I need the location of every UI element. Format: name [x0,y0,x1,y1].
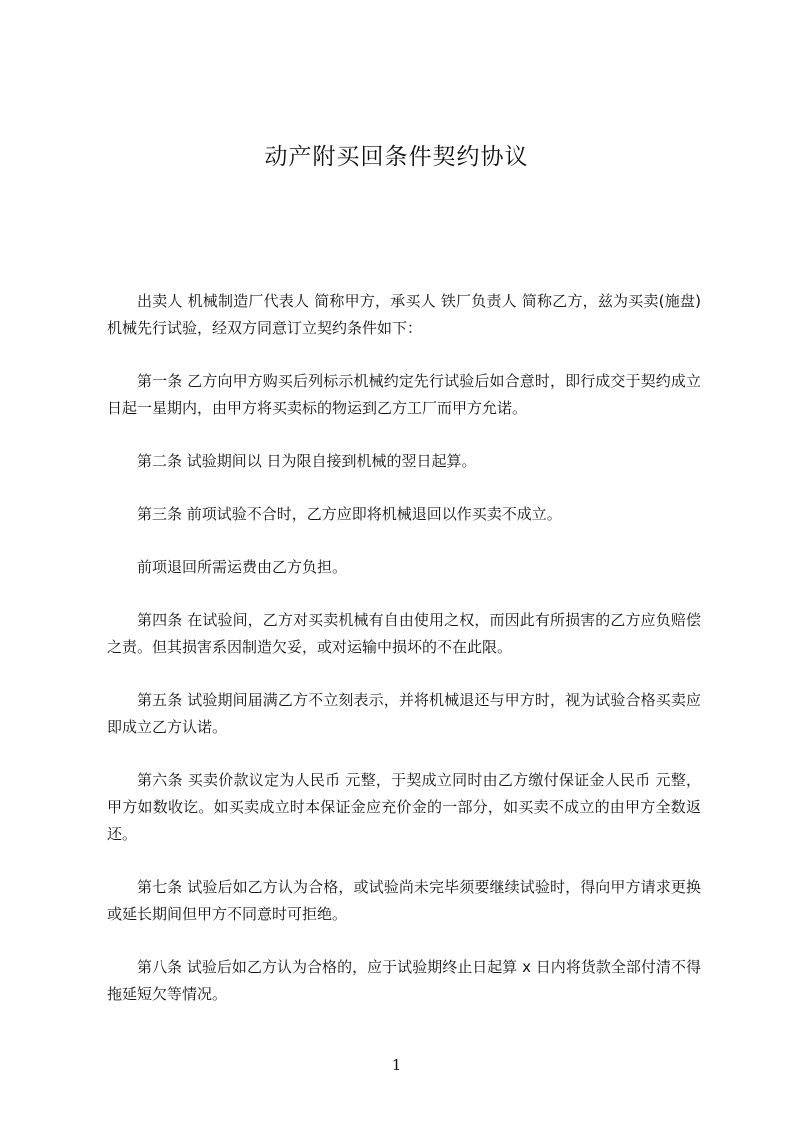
paragraph-article-3: 第三条 前项试验不合时，乙方应即将机械退回以作买卖不成立。 [137,505,562,523]
paragraph-article-7: 第七条 试验后如乙方认为合格，或试验尚未完毕须要继续试验时，得向甲方请求更换或延长期间但甲方不同意时可拒绝。 [107,878,701,923]
paragraph-article-6: 第六条 买卖价款议定为人民币 元整，于契成立同时由乙方缴付保证金人民币 元整，甲方如数收讫。如买卖成立时本保证金应充价金的一部分，如买卖不成立的由甲方全数返还。 [107,771,701,843]
paragraph-article-4: 第四条 在试验间，乙方对买卖机械有自由使用之权，而因此有所损害的乙方应负赔偿之责。但其损害系因制造欠妥，或对运输中损坏的不在此限。 [107,611,701,656]
page-number: 1 [391,1056,402,1074]
paragraph-article-1: 第一条 乙方向甲方购买后列标示机械约定先行试验后如合意时，即行成交于契约成立日起一星期内，由甲方将买卖标的物运到乙方工厂而甲方允诺。 [107,372,701,417]
paragraph-article-2: 第二条 试验期间以 日为限自接到机械的翌日起算。 [137,452,477,470]
document-title: 动产附买回条件契约协议 [264,144,529,170]
paragraph-article-3-note: 前项退回所需运费由乙方负担。 [137,558,348,576]
paragraph-article-5: 第五条 试验期间届满乙方不立刻表示，并将机械退还与甲方时，视为试验合格买卖应即成立乙方认诺。 [107,691,701,736]
paragraph-preamble: 出卖人 机械制造厂代表人 简称甲方，承买人 铁厂负责人 简称乙方，兹为买卖(施盘)机械先行试验，经双方同意订立契约条件如下： [107,292,701,337]
paragraph-article-8: 第八条 试验后如乙方认为合格的，应于试验期终止日起算 x 日内将货款全部付清不得拖延短欠等情况。 [107,958,701,1003]
